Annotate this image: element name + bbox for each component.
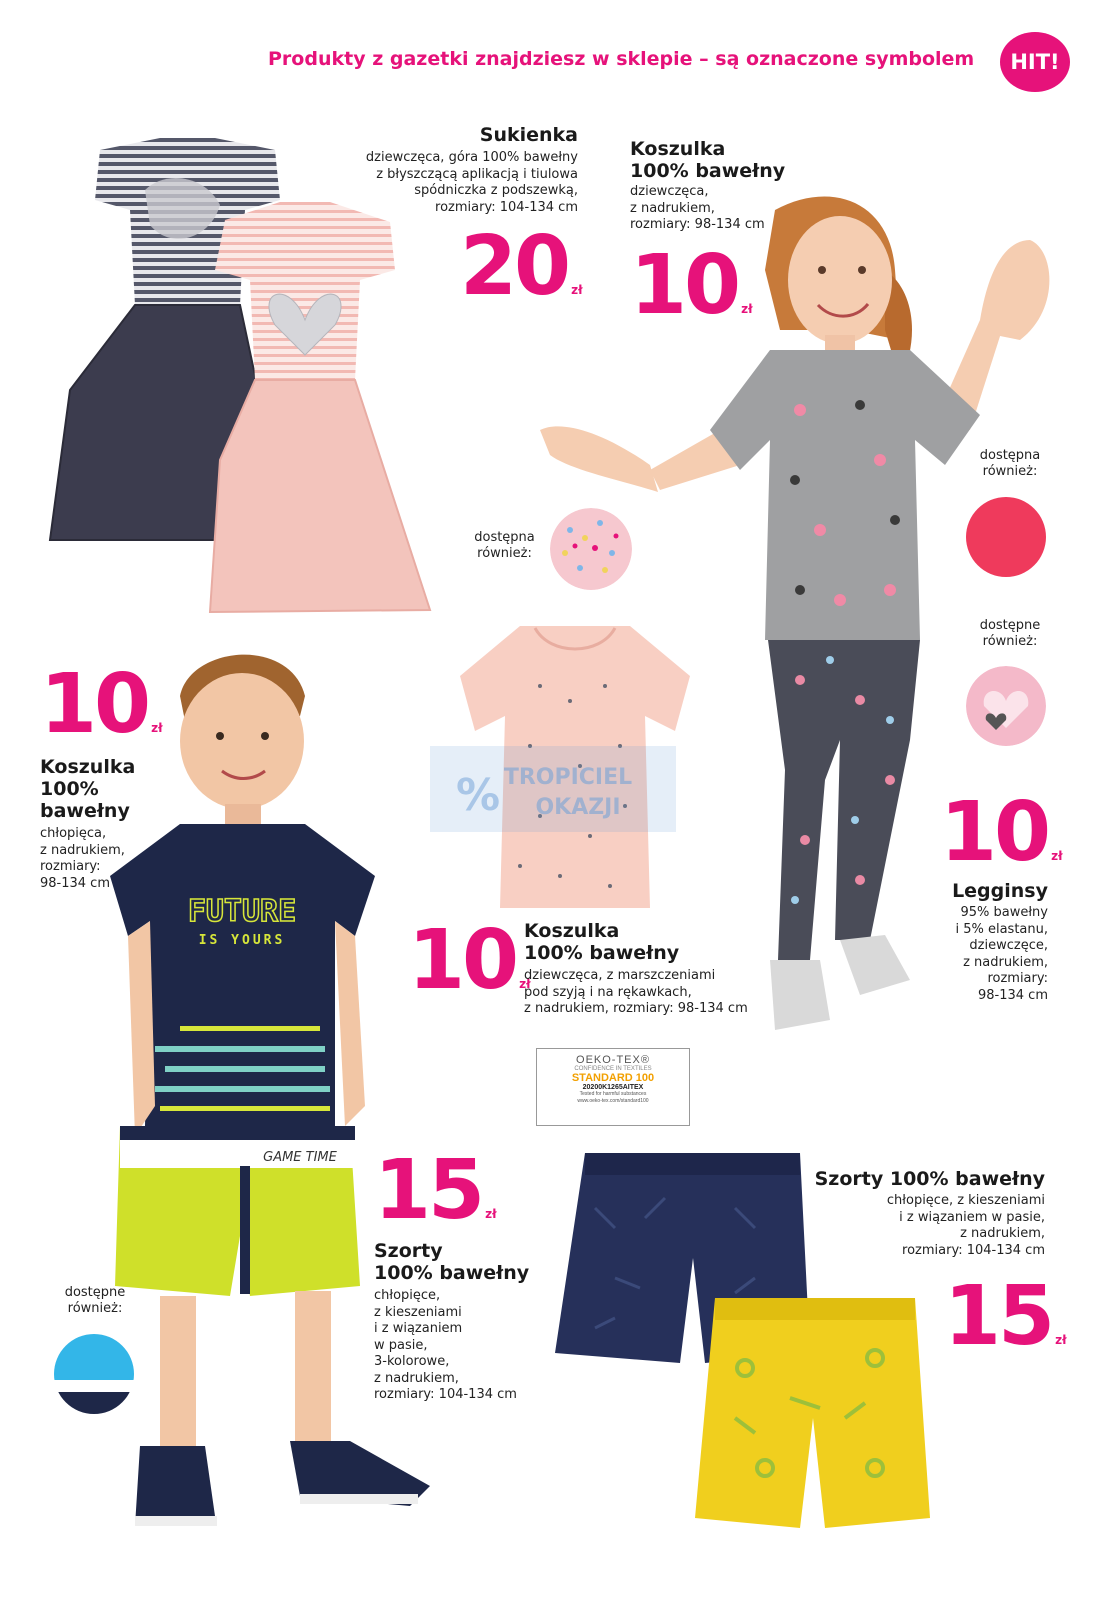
boy-model-image (110, 636, 440, 1556)
desc-line: z nadrukiem, (40, 842, 125, 858)
desc-line: rozmiary: 98-134 cm (630, 217, 765, 232)
desc-line: 98-134 cm (978, 987, 1048, 1003)
price-value: 15 (374, 1143, 483, 1238)
desc-line: 98-134 cm (40, 875, 110, 891)
boy-tee-print-1: FUTURE (187, 894, 297, 929)
boy-shorts-price (374, 1143, 497, 1238)
also-line: dostępne (64, 1285, 126, 1300)
shorts2-price (944, 1269, 1067, 1364)
price-currency: zł (519, 977, 531, 991)
dress-desc-line: spódniczka z podszewką, (414, 183, 578, 198)
desc-line: chłopięce, (374, 1288, 441, 1303)
desc-line: dziewczęce, (969, 938, 1048, 953)
boy-shorts-print: GAME TIME (263, 1150, 337, 1165)
leggings-swatch (966, 666, 1046, 746)
shorts2-title: Szorty 100% bawełny (814, 1168, 1045, 1190)
desc-line: z nadrukiem, (374, 1370, 459, 1386)
desc-line: rozmiary: (987, 971, 1048, 986)
price-currency: zł (1055, 1333, 1067, 1347)
oeko-note: Tested for harmful substances (579, 1091, 647, 1097)
girl-tee-swatch (966, 497, 1046, 577)
also-line: dostępna (474, 530, 535, 545)
also-line: dostępna (979, 448, 1041, 463)
dress-desc-line: dziewczęca, góra 100% bawełny (365, 150, 578, 165)
shorts2-desc (800, 1193, 1045, 1259)
boy-shorts-swatch (54, 1334, 134, 1414)
desc-line: i z wiązaniem (374, 1321, 463, 1336)
title-line: Koszulka (630, 138, 726, 160)
boy-shorts-also-label (50, 1285, 140, 1317)
header-text: Produkty z gazetki znajdziesz w sklepie – są oznaczone symbolem (268, 48, 975, 70)
boy-shorts-title (374, 1240, 529, 1284)
desc-line: i 5% elastanu, (955, 921, 1048, 937)
price-currency: zł (1051, 849, 1063, 863)
desc-line: rozmiary: 104-134 cm (374, 1387, 517, 1402)
oeko-note: www.oeko-tex.com/standard100 (577, 1098, 649, 1104)
title-line: 100% bawełny (374, 1262, 530, 1284)
desc-line: i z wiązaniem w pasie, (899, 1209, 1045, 1225)
desc-line: chłopięca, (40, 826, 107, 841)
boy-tee-print-2: IS YOURS (198, 933, 286, 948)
desc-line: 95% bawełny (960, 905, 1048, 920)
desc-line: dziewczęca, z marszczeniami (524, 968, 716, 983)
desc-line: pod szyją i na rękawkach, (524, 984, 692, 1000)
oeko-brand: OEKO-TEX® (576, 1054, 650, 1066)
dress-desc-line: z błyszczącą aplikacją i tiulowa (376, 166, 578, 182)
girl-tee-title (630, 138, 785, 182)
watermark-line2: OKAZJI (535, 795, 621, 820)
price-value: 10 (940, 785, 1049, 880)
leggings-title: Legginsy (952, 880, 1048, 902)
watermark-line1: TROPICIEL (503, 765, 633, 790)
title-line: 100% bawełny (630, 160, 786, 182)
ruffle-tee-desc (524, 968, 748, 1018)
oeko-code: 20200K1265AITEX (582, 1084, 644, 1091)
title-line: Szorty (374, 1240, 443, 1262)
price-currency: zł (485, 1207, 497, 1221)
price-currency: zł (571, 283, 583, 297)
price-value: 10 (40, 657, 149, 752)
also-line: również: (982, 464, 1038, 479)
dress-title: Sukienka (479, 124, 578, 146)
boy-shorts-desc (374, 1288, 517, 1404)
also-line: również: (477, 546, 532, 561)
price-value: 10 (630, 238, 739, 333)
desc-line: rozmiary: (40, 859, 101, 874)
ruffle-tee-title (524, 920, 679, 964)
desc-line: z nadrukiem, (963, 954, 1048, 970)
oeko-sub: CONFIDENCE IN TEXTILES (574, 1066, 652, 1072)
leggings-also-label (965, 618, 1055, 650)
desc-line: z kieszeniami (374, 1304, 462, 1320)
also-line: dostępne (979, 618, 1041, 633)
desc-line: dziewczęca, (630, 184, 709, 199)
price-value: 15 (944, 1269, 1053, 1364)
desc-line: rozmiary: 104-134 cm (902, 1242, 1045, 1258)
desc-line: chłopięce, z kieszeniami (886, 1193, 1045, 1208)
price-currency: zł (741, 302, 753, 316)
leggings-price (940, 785, 1063, 880)
also-line: również: (67, 1301, 123, 1316)
title-line: bawełny (40, 800, 130, 822)
also-line: również: (982, 634, 1038, 649)
oeko-tex-label (536, 1048, 690, 1126)
desc-line: 3-kolorowe, (374, 1354, 450, 1369)
title-line: 100% bawełny (524, 942, 680, 964)
title-line: Koszulka (40, 756, 136, 778)
dress-desc-line: rozmiary: 104-134 cm (435, 199, 578, 215)
title-line: 100% (40, 778, 99, 800)
desc-line: z nadrukiem, (960, 1226, 1045, 1241)
svg-text:%: % (456, 770, 501, 821)
girl-tee-also-label (965, 448, 1055, 480)
desc-line: z nadrukiem, rozmiary: 98-134 cm (524, 1001, 748, 1016)
title-line: Koszulka (524, 920, 620, 942)
watermark (428, 744, 678, 834)
dress-also-label (462, 530, 547, 562)
dress-desc (300, 150, 578, 216)
oeko-standard: STANDARD 100 (571, 1072, 655, 1084)
hit-badge: HIT! (1000, 32, 1070, 92)
desc-line: w pasie, (374, 1337, 428, 1353)
leggings-desc (900, 905, 1048, 1004)
price-value: 10 (408, 913, 517, 1008)
price-currency: zł (151, 721, 163, 735)
desc-line: z nadrukiem, (630, 200, 715, 216)
price-value: 20 (460, 219, 569, 314)
